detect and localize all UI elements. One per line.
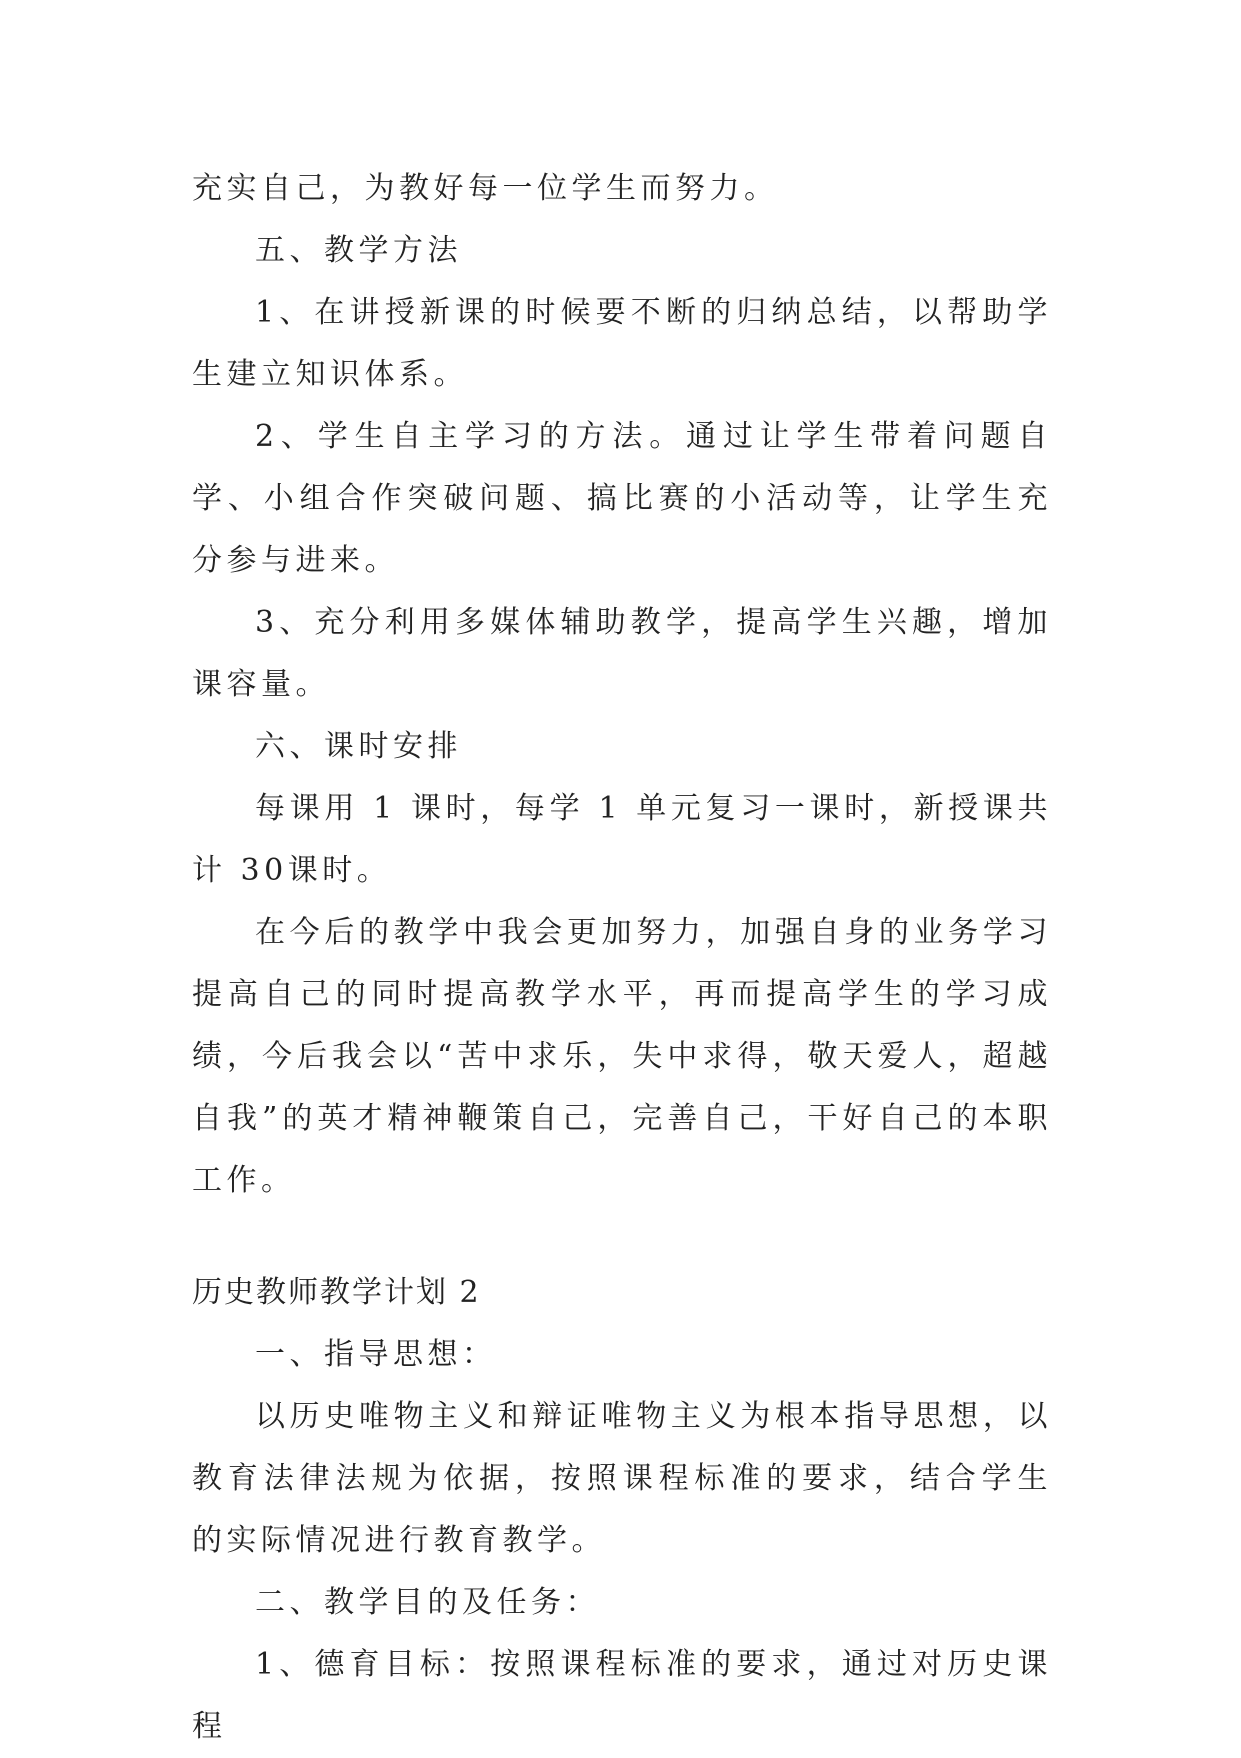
paragraph: 在今后的教学中我会更加努力，加强自身的业务学习提高自己的同时提高教学水平，再而提高学生的学习成绩，今后我会以“苦中求乐，失中求得，敬天爱人，超越自我”的英才精神鞭策自己，完善自己，干好自己的本职工作。: [192, 915, 1052, 1198]
section-heading-goals: 二、教学目的及任务：: [255, 1585, 600, 1620]
section-heading-teaching-methods: 五、教学方法: [255, 233, 462, 268]
document-section-title: 历史教师教学计划 2: [192, 1275, 481, 1310]
document-body: [192, 158, 1052, 1758]
section-spacer: [192, 1212, 1052, 1262]
paragraph: 每课用 1 课时，每学 1 单元复习一课时，新授课共计 30课时。: [192, 791, 1052, 888]
section-heading-guiding-thought: 一、指导思想：: [255, 1337, 497, 1372]
paragraph: 1、在讲授新课的时候要不断的归纳总结，以帮助学生建立知识体系。: [192, 295, 1052, 392]
paragraph: 1、德育目标：按照课程标准的要求，通过对历史课程: [192, 1647, 1052, 1744]
paragraph: 充实自己，为教好每一位学生而努力。: [192, 171, 779, 206]
section-heading-schedule: 六、课时安排: [255, 729, 462, 764]
paragraph: 3、充分利用多媒体辅助教学，提高学生兴趣，增加课容量。: [192, 605, 1052, 702]
paragraph: 以历史唯物主义和辩证唯物主义为根本指导思想，以教育法律法规为依据，按照课程标准的要求，结合学生的实际情况进行教育教学。: [192, 1399, 1052, 1558]
paragraph: 2、学生自主学习的方法。通过让学生带着问题自学、小组合作突破问题、搞比赛的小活动等，让学生充分参与进来。: [192, 419, 1052, 578]
